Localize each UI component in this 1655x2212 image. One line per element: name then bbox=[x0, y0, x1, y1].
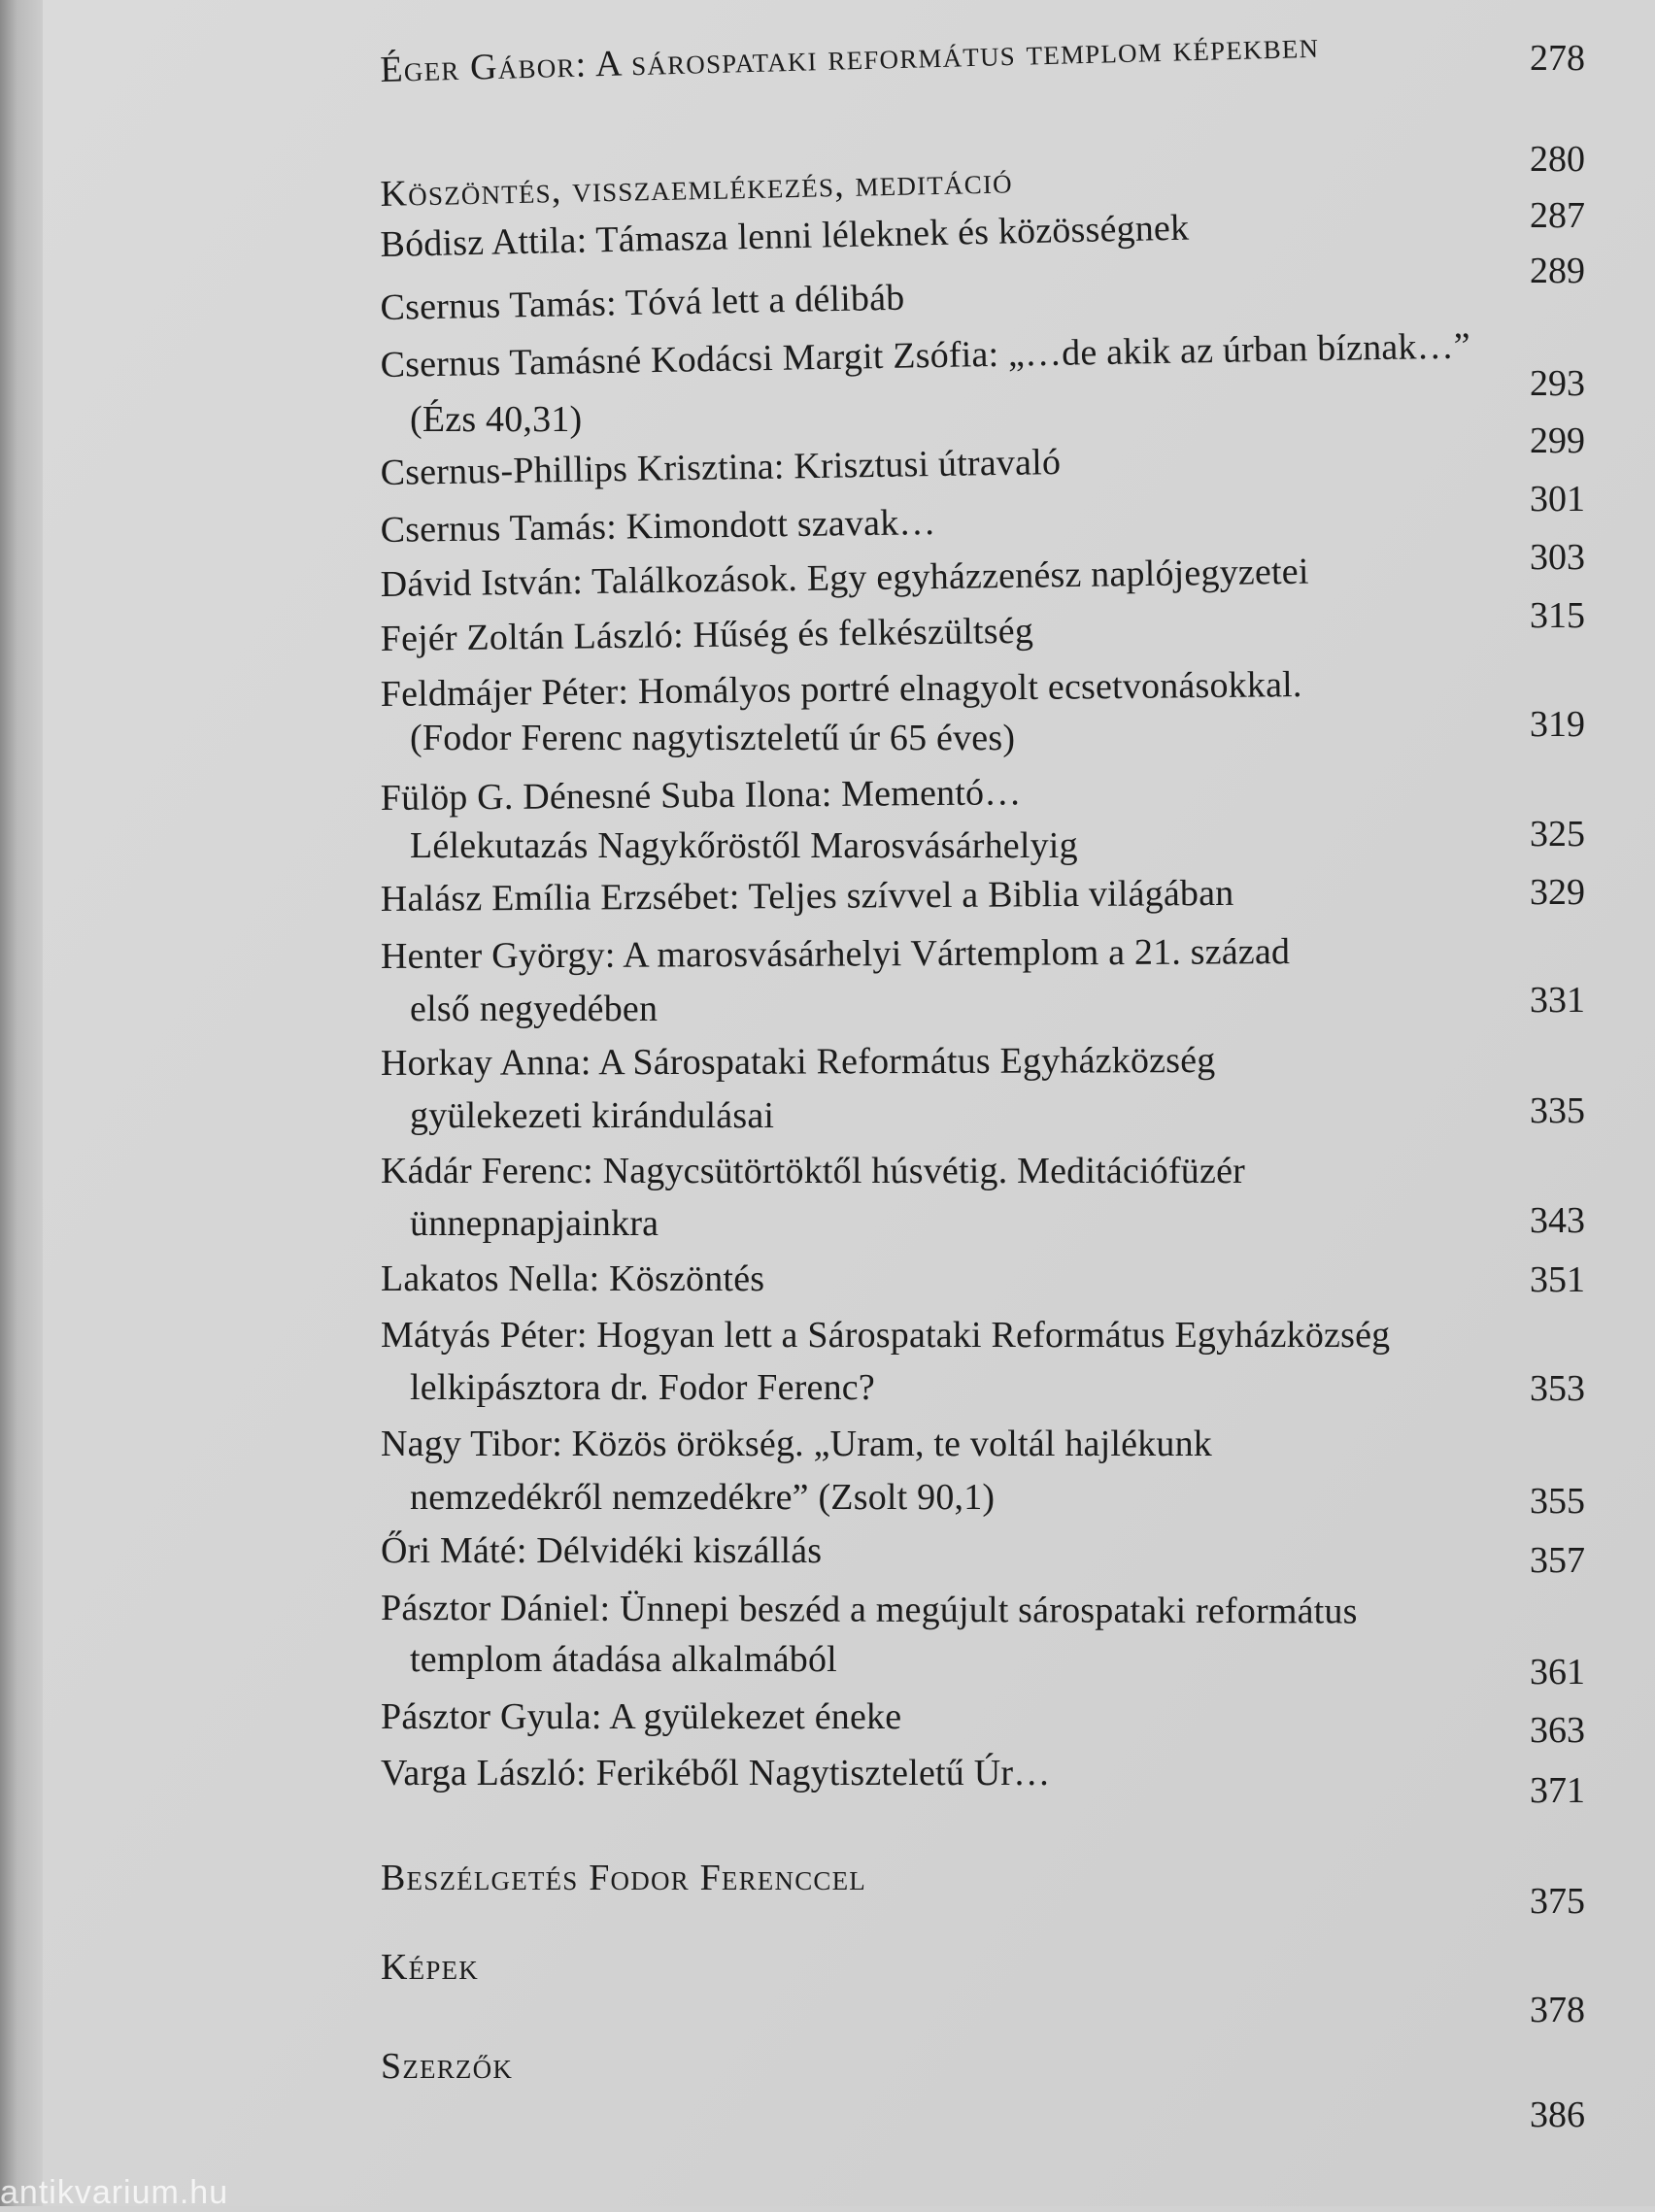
watermark-text: antikvarium.hu bbox=[0, 2174, 229, 2211]
toc-entry-page: 363 bbox=[1530, 1710, 1585, 1751]
toc-entry-page: 280 bbox=[1530, 139, 1585, 180]
toc-entry-page: 343 bbox=[1530, 1200, 1585, 1241]
toc-entry-page: 315 bbox=[1530, 595, 1585, 636]
toc-entry-page: 353 bbox=[1530, 1368, 1585, 1409]
toc-entry-page: 287 bbox=[1530, 195, 1585, 236]
toc-entry-title-continued: Lélekutazás Nagykőröstől Marosvásárhelyig bbox=[410, 825, 1078, 866]
toc-entry-title: Éger Gábor: A sárospataki református templom képekben bbox=[379, 24, 1320, 91]
toc-entry-page: 325 bbox=[1530, 814, 1585, 855]
toc-entry-title-continued: (Ézs 40,31) bbox=[410, 399, 583, 440]
toc-entry-title: Fejér Zoltán László: Hűség és felkészültség bbox=[380, 610, 1034, 660]
toc-entry-title: Csernus Tamás: Kimondott szavak… bbox=[380, 502, 936, 552]
toc-entry-title: Varga László: Ferikéből Nagytiszteletű Úr… bbox=[381, 1753, 1051, 1793]
toc-entry-page: 375 bbox=[1530, 1881, 1585, 1922]
toc-entry-page: 371 bbox=[1530, 1770, 1585, 1811]
toc-entry-title: Csernus-Phillips Krisztina: Krisztusi útravaló bbox=[380, 442, 1062, 494]
toc-entry-page: 278 bbox=[1530, 38, 1585, 79]
toc-entry-title-continued: (Fodor Ferenc nagytiszteletű úr 65 éves) bbox=[410, 718, 1016, 758]
toc-entry-title-continued: gyülekezeti kirándulásai bbox=[410, 1095, 775, 1136]
toc-entry-title: Mátyás Péter: Hogyan lett a Sárospataki Református Egyházközség bbox=[381, 1315, 1391, 1356]
toc-entry-page: 329 bbox=[1530, 872, 1585, 913]
toc-entry-title: Bódisz Attila: Támasza lenni léleknek és közösségnek bbox=[380, 207, 1190, 266]
toc-entry-title: Csernus Tamás: Tóvá lett a délibáb bbox=[380, 277, 905, 329]
toc-entry-page: 319 bbox=[1530, 704, 1585, 745]
toc-entry-page: 299 bbox=[1530, 420, 1585, 461]
toc-entry-title: Lakatos Nella: Köszöntés bbox=[381, 1258, 765, 1299]
toc-entry-title: Kádár Ferenc: Nagycsütörtöktől húsvétig. Meditációfüzér bbox=[381, 1151, 1245, 1191]
toc-entry-title: Pásztor Dániel: Ünnepi beszéd a megújult sárospataki református bbox=[381, 1588, 1358, 1632]
toc-entry-title: Henter György: A marosvásárhelyi Vártemplom a 21. század bbox=[380, 931, 1291, 977]
toc-entry-page: 361 bbox=[1530, 1652, 1585, 1693]
toc-entry-title: Feldmájer Péter: Homályos portré elnagyolt ecsetvonásokkal. bbox=[380, 664, 1302, 716]
toc-entry-title: Fülöp G. Dénesné Suba Ilona: Mementó… bbox=[380, 772, 1022, 820]
toc-entry-page: 378 bbox=[1530, 1990, 1585, 2030]
toc-entry-title-continued: templom átadása alkalmából bbox=[410, 1639, 837, 1680]
book-page-edge bbox=[0, 0, 43, 2206]
toc-entry-title-continued: lelkipásztora dr. Fodor Ferenc? bbox=[410, 1367, 875, 1408]
toc-entry-title-continued: első negyedében bbox=[410, 989, 659, 1029]
toc-entry-title: Pásztor Gyula: A gyülekezet éneke bbox=[381, 1696, 902, 1737]
table-of-contents bbox=[381, 0, 1585, 2206]
toc-entry-page: 357 bbox=[1530, 1540, 1585, 1581]
toc-entry-page: 335 bbox=[1530, 1090, 1585, 1131]
toc-entry-title: Őri Máté: Délvidéki kiszállás bbox=[381, 1530, 823, 1571]
toc-section-heading: Szerzők bbox=[381, 2046, 514, 2087]
toc-entry-title: Csernus Tamásné Kodácsi Margit Zsófia: „…de akik az úrban bíznak…” bbox=[380, 325, 1471, 386]
toc-section-heading: Beszélgetés Fodor Ferenccel bbox=[381, 1858, 866, 1898]
toc-section-heading: Képek bbox=[381, 1947, 479, 1988]
toc-entry-page: 351 bbox=[1530, 1259, 1585, 1300]
toc-section-heading: Köszöntés, visszaemlékezés, meditáció bbox=[380, 160, 1014, 216]
book-page bbox=[43, 0, 1655, 2206]
toc-entry-title-continued: nemzedékről nemzedékre” (Zsolt 90,1) bbox=[410, 1477, 996, 1518]
toc-entry-title: Horkay Anna: A Sárospataki Református Egyházközség bbox=[380, 1039, 1216, 1084]
toc-entry-page: 289 bbox=[1530, 251, 1585, 291]
toc-entry-page: 303 bbox=[1530, 537, 1585, 578]
toc-entry-page: 355 bbox=[1530, 1481, 1585, 1522]
toc-entry-page: 331 bbox=[1530, 980, 1585, 1021]
toc-entry-title: Dávid István: Találkozások. Egy egyházzenész naplójegyzetei bbox=[380, 551, 1309, 606]
toc-entry-page: 301 bbox=[1530, 479, 1585, 519]
toc-entry-page: 386 bbox=[1530, 2095, 1585, 2135]
toc-entry-title: Halász Emília Erzsébet: Teljes szívvel a Biblia világában bbox=[380, 872, 1234, 920]
toc-entry-title: Nagy Tibor: Közös örökség. „Uram, te voltál hajlékunk bbox=[381, 1424, 1212, 1464]
toc-entry-title-continued: ünnepnapjainkra bbox=[410, 1203, 659, 1244]
toc-entry-page: 293 bbox=[1530, 363, 1585, 404]
